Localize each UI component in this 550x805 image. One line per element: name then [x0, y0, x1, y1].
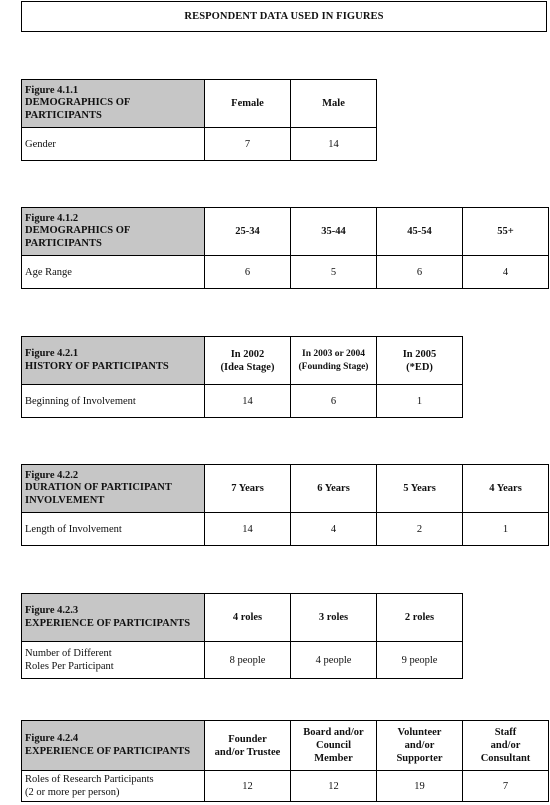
figure-label-cell [22, 594, 205, 642]
column-header-line: Supporter [396, 753, 443, 764]
table-cell: 6 [205, 256, 291, 289]
column-header-line: (*ED) [406, 361, 433, 373]
figure-number: Figure 4.1.1 [25, 84, 79, 96]
column-header-line: In 2003 or 2004 [302, 348, 365, 359]
figure-label-cell [22, 337, 205, 385]
column-header: 5 Years [377, 465, 463, 513]
column-header: 4 Years [463, 465, 549, 513]
figure-name: DEMOGRAPHICS OF PARTICIPANTS [25, 225, 130, 249]
column-header: 25-34 [205, 208, 291, 256]
figure-name: EXPERIENCE OF PARTICIPANTS [25, 617, 191, 629]
column-header-text: Male [322, 98, 345, 109]
row-label [22, 642, 205, 679]
table-cell: 14 [205, 385, 291, 418]
table-cell: 1 [463, 513, 549, 546]
column-header [463, 721, 549, 771]
table-cell: 8 people [205, 642, 291, 679]
column-header [205, 337, 291, 385]
table-cell: 14 [205, 513, 291, 546]
column-header [205, 721, 291, 771]
column-header [377, 337, 463, 385]
column-header-line: Founder [228, 733, 267, 745]
table-cell: 7 [205, 128, 291, 161]
table-cell: 2 [377, 513, 463, 546]
column-header [291, 721, 377, 771]
table-cell: 6 [377, 256, 463, 289]
row-label: Length of Involvement [22, 513, 205, 546]
table-cell: 12 [205, 771, 291, 802]
figure-name: HISTORY OF PARTICIPANTS [25, 360, 169, 372]
table-cell: 7 [463, 771, 549, 802]
table-cell: 4 [463, 256, 549, 289]
column-header: 45-54 [377, 208, 463, 256]
column-header-line: Consultant [480, 753, 531, 764]
row-label: Beginning of Involvement [22, 385, 205, 418]
figure-number: Figure 4.2.3 [25, 605, 79, 616]
figure-name: DURATION OF PARTICIPANT INVOLVEMENT [25, 482, 172, 506]
column-header: 7 Years [205, 465, 291, 513]
column-header-line: (Founding Stage) [298, 361, 369, 372]
table-cell: 4 people [291, 642, 377, 679]
column-header-line: and/or [404, 740, 435, 751]
table-figure-4-1-2 [21, 207, 549, 289]
column-header-line: Volunteer [397, 727, 442, 738]
row-label: Gender [22, 128, 205, 161]
table-cell: 1 [377, 385, 463, 418]
row-label: Age Range [22, 256, 205, 289]
table-cell: 19 [377, 771, 463, 802]
figure-number: Figure 4.2.1 [25, 348, 79, 359]
column-header: 2 roles [377, 594, 463, 642]
figure-number: Figure 4.2.2 [25, 469, 79, 481]
row-label-line: Number of Different [25, 648, 112, 659]
table-figure-4-2-3 [21, 593, 463, 679]
column-header-text: Female [231, 98, 264, 109]
page-title: RESPONDENT DATA USED IN FIGURES [21, 1, 547, 32]
column-header-line: and/or [490, 740, 521, 751]
column-header-line: (Idea Stage) [220, 361, 275, 373]
column-header-line: Staff [494, 727, 517, 738]
column-header-line: In 2002 [230, 348, 265, 360]
column-header: 55+ [463, 208, 549, 256]
table-cell: 4 [291, 513, 377, 546]
figure-name: EXPERIENCE OF PARTICIPANTS [25, 745, 191, 757]
table-figure-4-2-1 [21, 336, 463, 418]
column-header: 4 roles [205, 594, 291, 642]
column-header-line: Council [315, 740, 351, 751]
row-label [22, 771, 205, 802]
table-figure-4-1-1 [21, 79, 377, 161]
column-header-line: and/or Trustee [214, 746, 281, 758]
figure-number: Figure 4.1.2 [25, 212, 79, 224]
table-cell: 6 [291, 385, 377, 418]
column-header [205, 80, 291, 128]
figure-label-cell [22, 465, 205, 513]
figure-name: DEMOGRAPHICS OF PARTICIPANTS [25, 97, 130, 121]
table-cell: 9 people [377, 642, 463, 679]
column-header [377, 721, 463, 771]
row-label-line: Roles of Research Participants [25, 774, 154, 785]
column-header: 3 roles [291, 594, 377, 642]
table-figure-4-2-4 [21, 720, 549, 802]
table-cell: 12 [291, 771, 377, 802]
table-figure-4-2-2 [21, 464, 549, 546]
row-label-line: Roles Per Participant [25, 661, 114, 672]
table-cell: 5 [291, 256, 377, 289]
column-header-line: In 2005 [402, 348, 437, 360]
figure-label-cell [22, 208, 205, 256]
column-header-line: Member [314, 753, 353, 764]
figure-number: Figure 4.2.4 [25, 733, 79, 744]
figure-label-cell [22, 80, 205, 128]
column-header: 35-44 [291, 208, 377, 256]
table-cell: 14 [291, 128, 377, 161]
column-header [291, 80, 377, 128]
column-header [291, 337, 377, 385]
column-header: 6 Years [291, 465, 377, 513]
figure-label-cell [22, 721, 205, 771]
column-header-line: Board and/or [303, 727, 364, 738]
row-label-line: (2 or more per person) [25, 787, 120, 798]
